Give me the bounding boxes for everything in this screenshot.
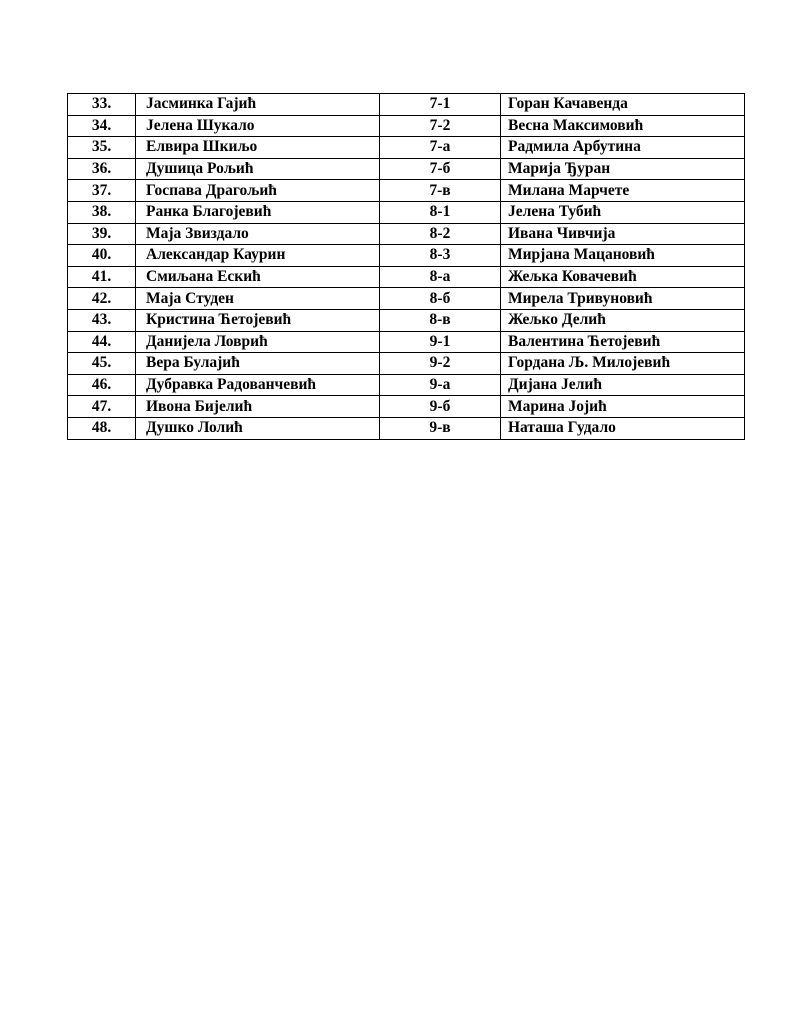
row-number: 36.: [68, 158, 136, 180]
row-number: 33.: [68, 94, 136, 116]
person-name: Душица Рољић: [136, 158, 380, 180]
person-name: Ранка Благојевић: [136, 201, 380, 223]
person-name: Смиљана Ескић: [136, 266, 380, 288]
person-name: Елвира Шкиљо: [136, 137, 380, 159]
teacher-name: Гордана Љ. Милојевић: [501, 353, 745, 375]
person-name: Маја Студен: [136, 288, 380, 310]
class-label: 7-в: [380, 180, 501, 202]
table-row: [68, 288, 745, 310]
row-number: 47.: [68, 396, 136, 418]
row-number: 42.: [68, 288, 136, 310]
class-label: 7-2: [380, 115, 501, 137]
table-row: [68, 94, 745, 116]
row-number: 34.: [68, 115, 136, 137]
table-row: [68, 180, 745, 202]
class-label: 7-б: [380, 158, 501, 180]
table-row: [68, 115, 745, 137]
class-label: 8-1: [380, 201, 501, 223]
table-row: [68, 201, 745, 223]
row-number: 38.: [68, 201, 136, 223]
class-label: 8-б: [380, 288, 501, 310]
teacher-name: Мирјана Мацановић: [501, 245, 745, 267]
person-name: Кристина Ћетојевић: [136, 309, 380, 331]
person-name: Јелена Шукало: [136, 115, 380, 137]
person-name: Јасминка Гајић: [136, 94, 380, 116]
class-label: 9-2: [380, 353, 501, 375]
person-name: Александар Каурин: [136, 245, 380, 267]
person-name: Душко Лолић: [136, 417, 380, 439]
table-row: [68, 331, 745, 353]
row-number: 44.: [68, 331, 136, 353]
table-row: [68, 353, 745, 375]
table-row: [68, 137, 745, 159]
class-label: 7-1: [380, 94, 501, 116]
person-name: Маја Звиздало: [136, 223, 380, 245]
teacher-name: Ивана Чивчија: [501, 223, 745, 245]
row-number: 39.: [68, 223, 136, 245]
person-name: Госпава Драгољић: [136, 180, 380, 202]
teacher-name: Дијана Јелић: [501, 374, 745, 396]
teacher-name: Марина Јојић: [501, 396, 745, 418]
teacher-name: Марија Ђуран: [501, 158, 745, 180]
teacher-name: Валентина Ћетојевић: [501, 331, 745, 353]
person-name: Дубравка Радованчевић: [136, 374, 380, 396]
class-label: 9-1: [380, 331, 501, 353]
table-row: [68, 374, 745, 396]
row-number: 46.: [68, 374, 136, 396]
class-label: 8-3: [380, 245, 501, 267]
class-label: 8-в: [380, 309, 501, 331]
class-label: 9-в: [380, 417, 501, 439]
row-number: 40.: [68, 245, 136, 267]
class-label: 8-2: [380, 223, 501, 245]
table-row: [68, 223, 745, 245]
table-row: [68, 396, 745, 418]
table-row: [68, 417, 745, 439]
class-label: 8-а: [380, 266, 501, 288]
table-row: [68, 245, 745, 267]
class-label: 9-б: [380, 396, 501, 418]
roster-table: [67, 93, 745, 440]
person-name: Данијела Ловрић: [136, 331, 380, 353]
teacher-name: Наташа Гудало: [501, 417, 745, 439]
row-number: 41.: [68, 266, 136, 288]
teacher-name: Весна Максимовић: [501, 115, 745, 137]
row-number: 37.: [68, 180, 136, 202]
teacher-name: Радмила Арбутина: [501, 137, 745, 159]
teacher-name: Жељка Ковачевић: [501, 266, 745, 288]
teacher-name: Горан Качавенда: [501, 94, 745, 116]
row-number: 48.: [68, 417, 136, 439]
teacher-name: Јелена Тубић: [501, 201, 745, 223]
row-number: 45.: [68, 353, 136, 375]
table-row: [68, 158, 745, 180]
person-name: Вера Булајић: [136, 353, 380, 375]
teacher-name: Мирела Тривуновић: [501, 288, 745, 310]
table-row: [68, 266, 745, 288]
row-number: 35.: [68, 137, 136, 159]
table-row: [68, 309, 745, 331]
class-label: 7-а: [380, 137, 501, 159]
row-number: 43.: [68, 309, 136, 331]
class-label: 9-а: [380, 374, 501, 396]
teacher-name: Милана Марчете: [501, 180, 745, 202]
person-name: Ивона Бијелић: [136, 396, 380, 418]
roster-table-body: [68, 94, 745, 440]
teacher-name: Жељко Делић: [501, 309, 745, 331]
